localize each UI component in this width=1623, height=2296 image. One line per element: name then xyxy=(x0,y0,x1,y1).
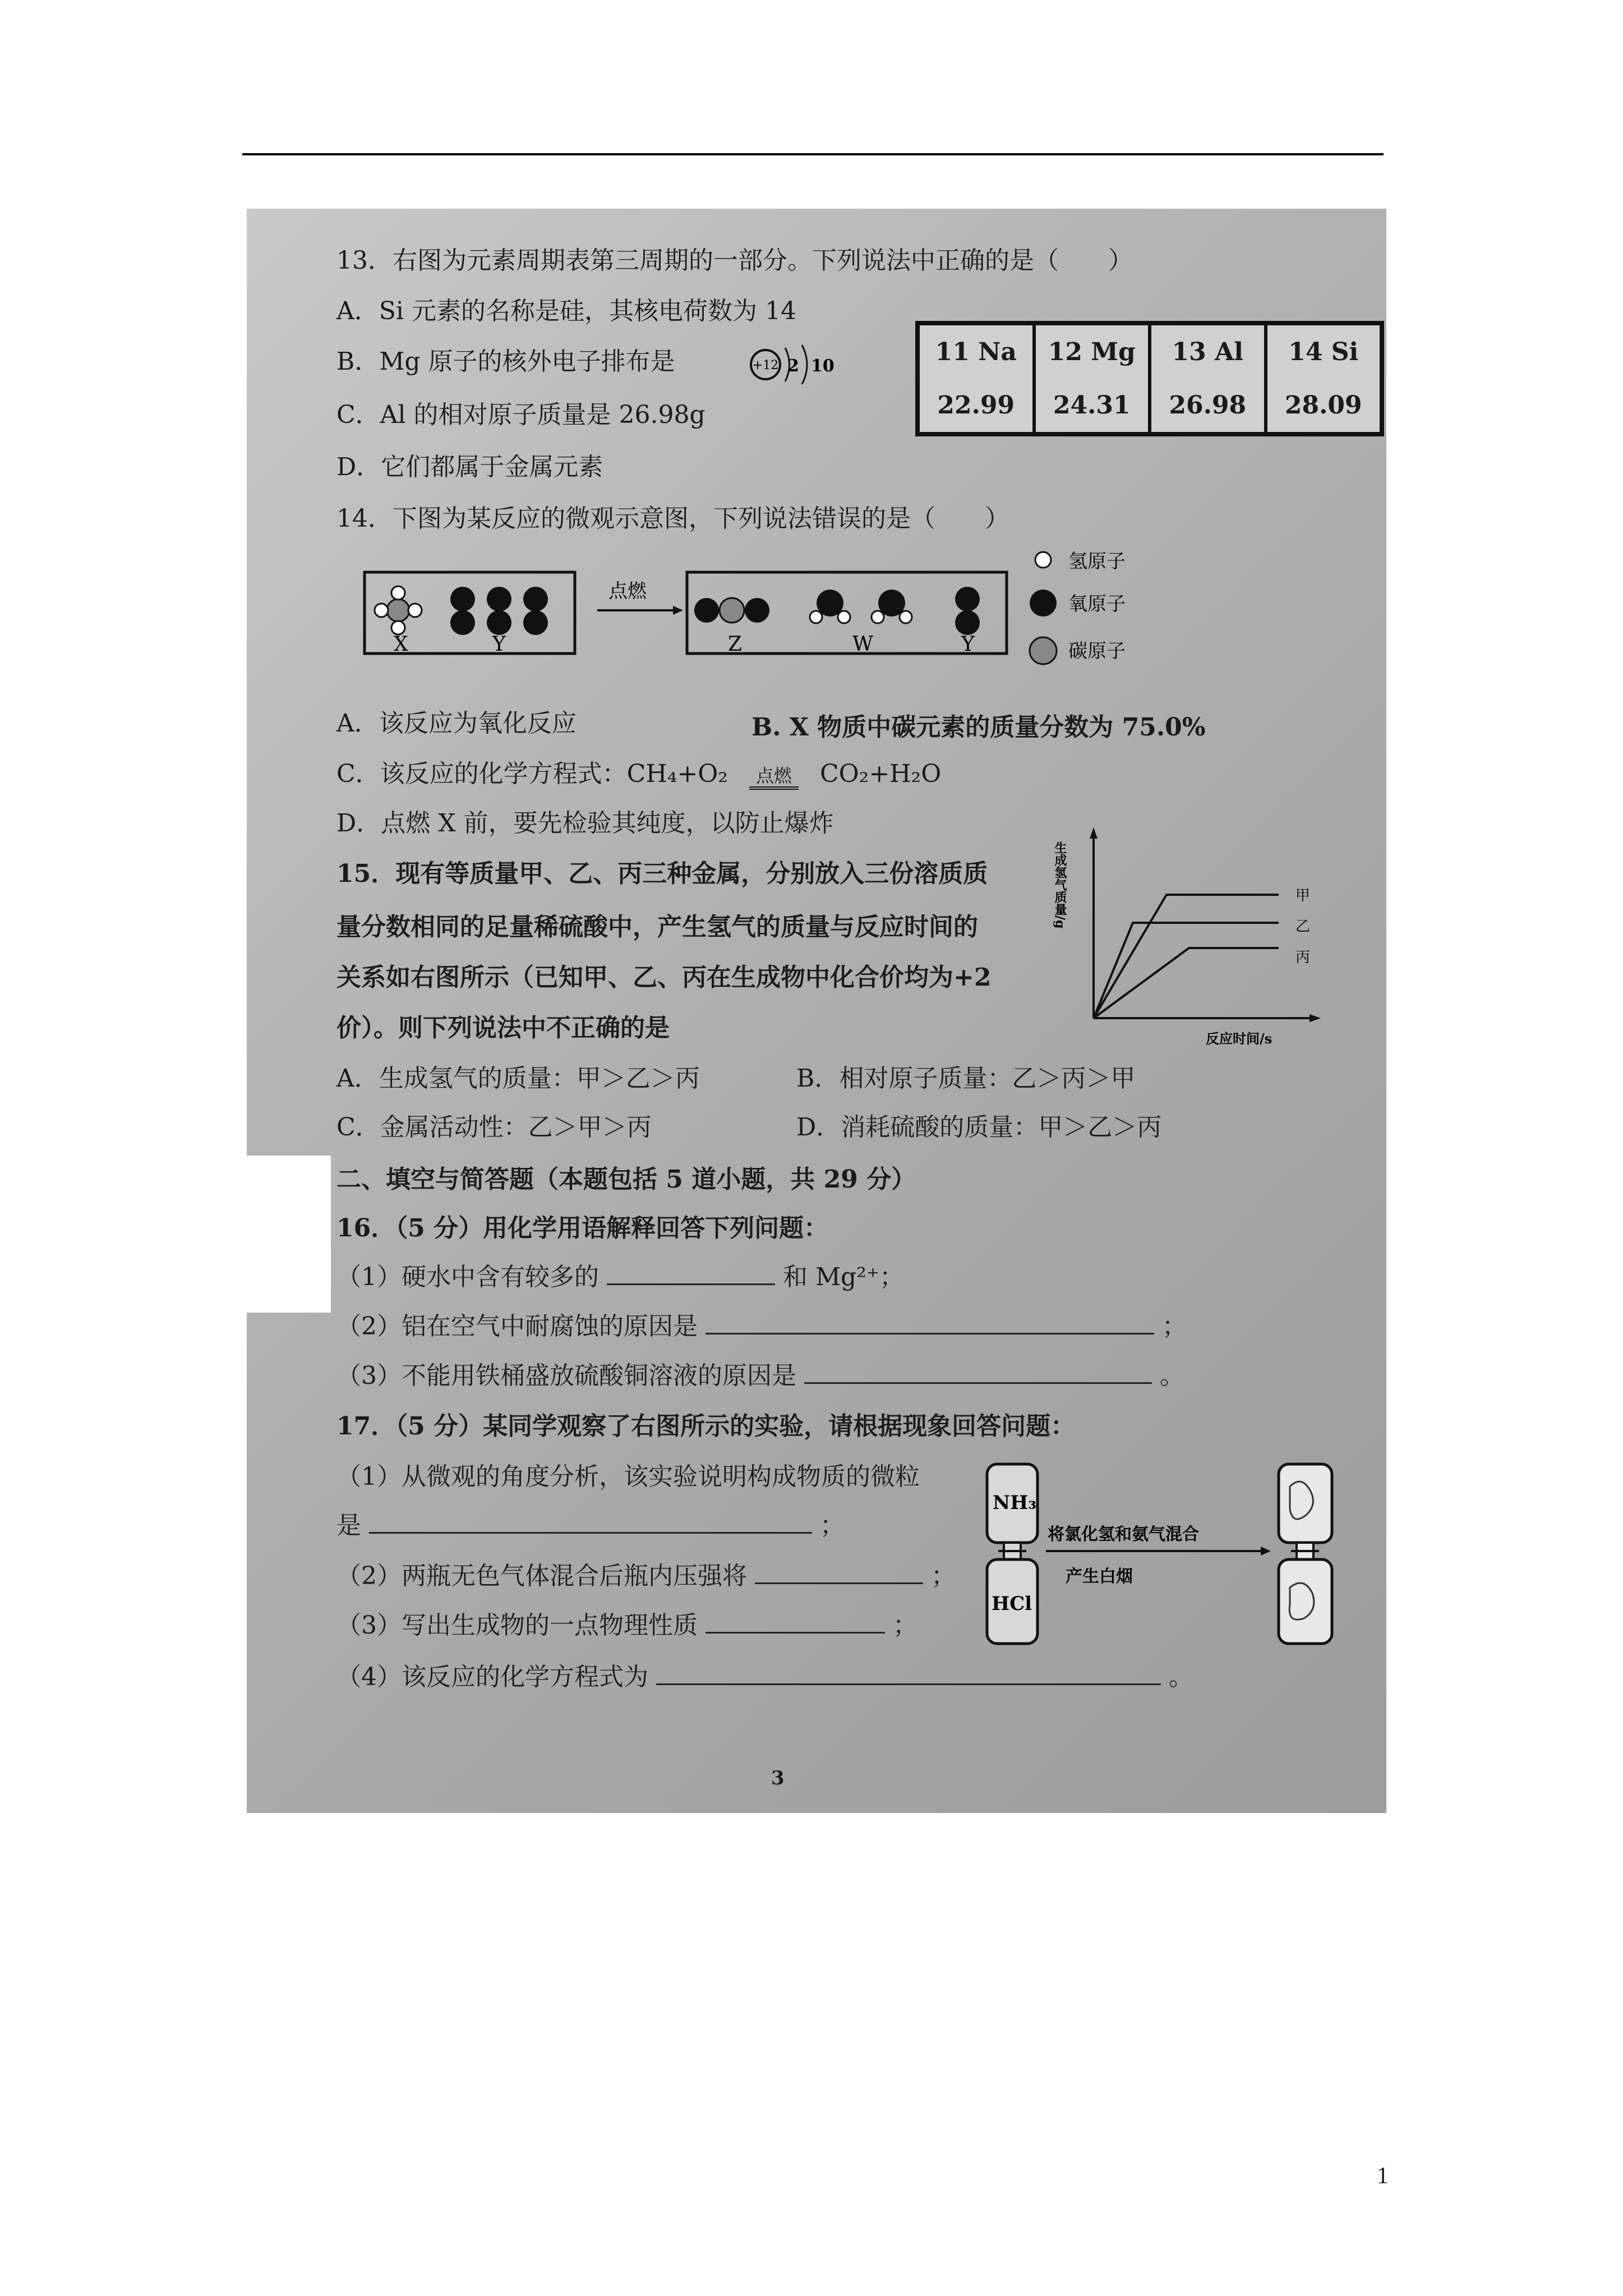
q15-stem-line-4: 价）。则下列说法中不正确的是 xyxy=(336,1014,670,1042)
hcl-label: HCl xyxy=(992,1593,1032,1615)
answer-blank[interactable] xyxy=(656,1663,1161,1685)
element-cell-mg xyxy=(1036,325,1152,432)
q14-stem: 14．下图为某反应的微观示意图，下列说法错误的是（ ） xyxy=(336,504,1009,533)
answer-blank[interactable] xyxy=(607,1263,775,1285)
element-mass: 26.98 xyxy=(1169,391,1247,420)
series-label: 甲 xyxy=(1295,887,1311,904)
legend-carbon-icon xyxy=(1030,637,1057,664)
reaction-condition: 点燃 xyxy=(608,580,647,602)
q13-option-c: C．Al 的相对原子质量是 26.98g xyxy=(336,401,706,429)
atom-shell-2: 10 xyxy=(811,356,834,376)
element-mass: 22.99 xyxy=(937,391,1015,420)
q17-p2-text: （2）两瓶无色气体混合后瓶内压强将 xyxy=(336,1562,747,1590)
q17-part-2 xyxy=(336,1562,956,1591)
q17-stem: 17．（5 分）某同学观察了右图所示的实验，请根据现象回答问题： xyxy=(336,1412,1076,1441)
answer-blank[interactable] xyxy=(755,1562,923,1584)
q17-part-4 xyxy=(336,1663,1193,1692)
hydrogen-atom xyxy=(408,604,422,617)
q15-stem-line-1: 15．现有等质量甲、乙、丙三种金属，分别放入三份溶质质 xyxy=(336,859,988,888)
q16-part-3 xyxy=(336,1362,1184,1391)
q16-p3-end: 。 xyxy=(1160,1361,1184,1390)
q17-part-1b xyxy=(336,1512,845,1540)
q16-part-2 xyxy=(336,1313,1187,1341)
q14-c-left: C．该反应的化学方程式：CH₄+O₂ xyxy=(336,760,728,788)
legend-oxygen-icon xyxy=(1030,590,1057,616)
q17-part-1a: （1）从微观的角度分析，该实验说明构成物质的微粒 xyxy=(336,1462,920,1491)
q16-stem: 16．（5 分）用化学用语解释回答下列问题： xyxy=(336,1214,829,1243)
q16-p2-end: ； xyxy=(1162,1312,1187,1341)
q16-p3-text: （3）不能用铁桶盛放硫酸铜溶液的原因是 xyxy=(336,1361,796,1390)
q17-p4-end: 。 xyxy=(1169,1663,1193,1691)
carbon-atom xyxy=(387,599,409,622)
q15-stem-line-2: 量分数相同的足量稀硫酸中，产生氢气的质量与反应时间的 xyxy=(336,913,978,941)
legend-carbon: 碳原子 xyxy=(1068,640,1126,662)
header-rule xyxy=(242,153,1384,155)
mixed-bottle-top xyxy=(1279,1464,1332,1543)
element-mass: 24.31 xyxy=(1053,391,1131,420)
q15-option-a: A．生成氢气的质量：甲＞乙＞丙 xyxy=(336,1064,700,1093)
q14-option-a: A．该反应为氧化反应 xyxy=(336,709,577,738)
q13-option-d: D．它们都属于金属元素 xyxy=(336,453,603,481)
q17-p4-text: （4）该反应的化学方程式为 xyxy=(336,1663,648,1691)
q15-option-b: B．相对原子质量：乙＞丙＞甲 xyxy=(796,1064,1136,1093)
hydrogen-atom xyxy=(391,586,405,600)
mix-instruction: 将氯化氢和氨气混合 xyxy=(1048,1525,1199,1544)
q15-option-c: C．金属活动性：乙＞甲＞丙 xyxy=(336,1113,652,1142)
q17-p1b-text: 是 xyxy=(336,1511,361,1540)
q17-p1-end: ； xyxy=(820,1511,845,1540)
result-text: 产生白烟 xyxy=(1066,1567,1133,1586)
graph-ylabel: 生成氢气质量/g xyxy=(1053,841,1067,929)
legend-oxygen: 氧原子 xyxy=(1068,593,1126,615)
q15-option-d: D．消耗硫酸的质量：甲＞乙＞丙 xyxy=(796,1113,1162,1142)
mixed-bottle-bottom xyxy=(1279,1559,1332,1644)
hydrogen-atom xyxy=(375,604,388,617)
element-cell-si xyxy=(1267,325,1380,432)
q14-option-b: B. X 物质中碳元素的质量分数为 75.0% xyxy=(751,713,1206,742)
answer-blank[interactable] xyxy=(706,1313,1154,1335)
element-symbol: 11 Na xyxy=(935,338,1017,366)
series-line xyxy=(1094,895,1279,1018)
element-cell-al xyxy=(1151,325,1267,432)
answer-blank[interactable] xyxy=(369,1512,812,1534)
label-w: W xyxy=(852,633,874,656)
leftover-oxygen xyxy=(955,587,980,635)
reaction-micro-diagram xyxy=(359,539,1234,684)
answer-blank[interactable] xyxy=(804,1362,1152,1384)
q17-p3-end: ； xyxy=(893,1611,917,1640)
series-label: 丙 xyxy=(1295,949,1311,966)
q13-option-b: B．Mg 原子的核外电子排布是 xyxy=(336,347,675,376)
element-symbol: 12 Mg xyxy=(1048,338,1136,366)
page-number: 1 xyxy=(1377,2163,1389,2189)
label-z: Z xyxy=(728,633,743,656)
scan-white-patch xyxy=(247,1156,331,1313)
q16-p2-text: （2）铝在空气中耐腐蚀的原因是 xyxy=(336,1312,698,1341)
nh3-hcl-experiment-diagram xyxy=(981,1458,1352,1660)
q17-p3-text: （3）写出生成物的一点物理性质 xyxy=(336,1611,698,1640)
q16-p1-post: 和 Mg²⁺； xyxy=(783,1263,905,1291)
element-symbol: 14 Si xyxy=(1288,338,1359,366)
water-molecules xyxy=(810,590,912,623)
nh3-label: NH₃ xyxy=(993,1492,1037,1514)
mg-atom-structure-diagram xyxy=(746,337,847,393)
atom-shell-1: 2 xyxy=(787,356,799,376)
q14-option-d: D．点燃 X 前，要先检验其纯度，以防止爆炸 xyxy=(336,809,834,838)
graph-xlabel: 反应时间/s xyxy=(1206,1030,1272,1047)
periodic-table-fragment xyxy=(915,321,1384,436)
q17-p2-end: ； xyxy=(931,1562,956,1590)
q13-option-a: A．Si 元素的名称是硅，其核电荷数为 14 xyxy=(336,297,796,325)
q14-c-condition: 点燃 xyxy=(749,766,799,790)
hydrogen-time-graph xyxy=(1054,819,1340,1055)
legend-hydrogen-icon xyxy=(1035,552,1051,568)
q13-stem: 13．右图为元素周期表第三周期的一部分。下列说法中正确的是（ ） xyxy=(336,246,1133,275)
element-mass: 28.09 xyxy=(1284,391,1362,420)
label-y2: Y xyxy=(961,633,975,656)
element-symbol: 13 Al xyxy=(1172,338,1243,366)
answer-blank[interactable] xyxy=(706,1612,885,1634)
atom-nucleus-label: +12 xyxy=(752,358,779,372)
q15-stem-line-3: 关系如右图所示（已知甲、乙、丙在生成物中化合价均为+2 xyxy=(336,963,992,992)
co2-molecule xyxy=(694,598,769,623)
scan-page-number: 3 xyxy=(771,1767,785,1789)
series-line xyxy=(1094,948,1279,1018)
element-cell-na xyxy=(920,325,1036,432)
q14-option-c xyxy=(336,760,941,790)
q16-p1-pre: （1）硬水中含有较多的 xyxy=(336,1263,599,1291)
q14-c-right: CO₂+H₂O xyxy=(819,760,942,788)
label-x: X xyxy=(394,633,408,656)
series-label: 乙 xyxy=(1295,918,1311,935)
legend-hydrogen: 氢原子 xyxy=(1068,550,1126,573)
q16-part-1 xyxy=(336,1263,904,1292)
methane-molecule xyxy=(375,586,422,634)
label-y: Y xyxy=(492,633,506,656)
section-2-title: 二、填空与简答题（本题包括 5 道小题，共 29 分） xyxy=(336,1165,916,1194)
oxygen-molecules xyxy=(450,587,548,635)
q17-part-3 xyxy=(336,1612,917,1640)
